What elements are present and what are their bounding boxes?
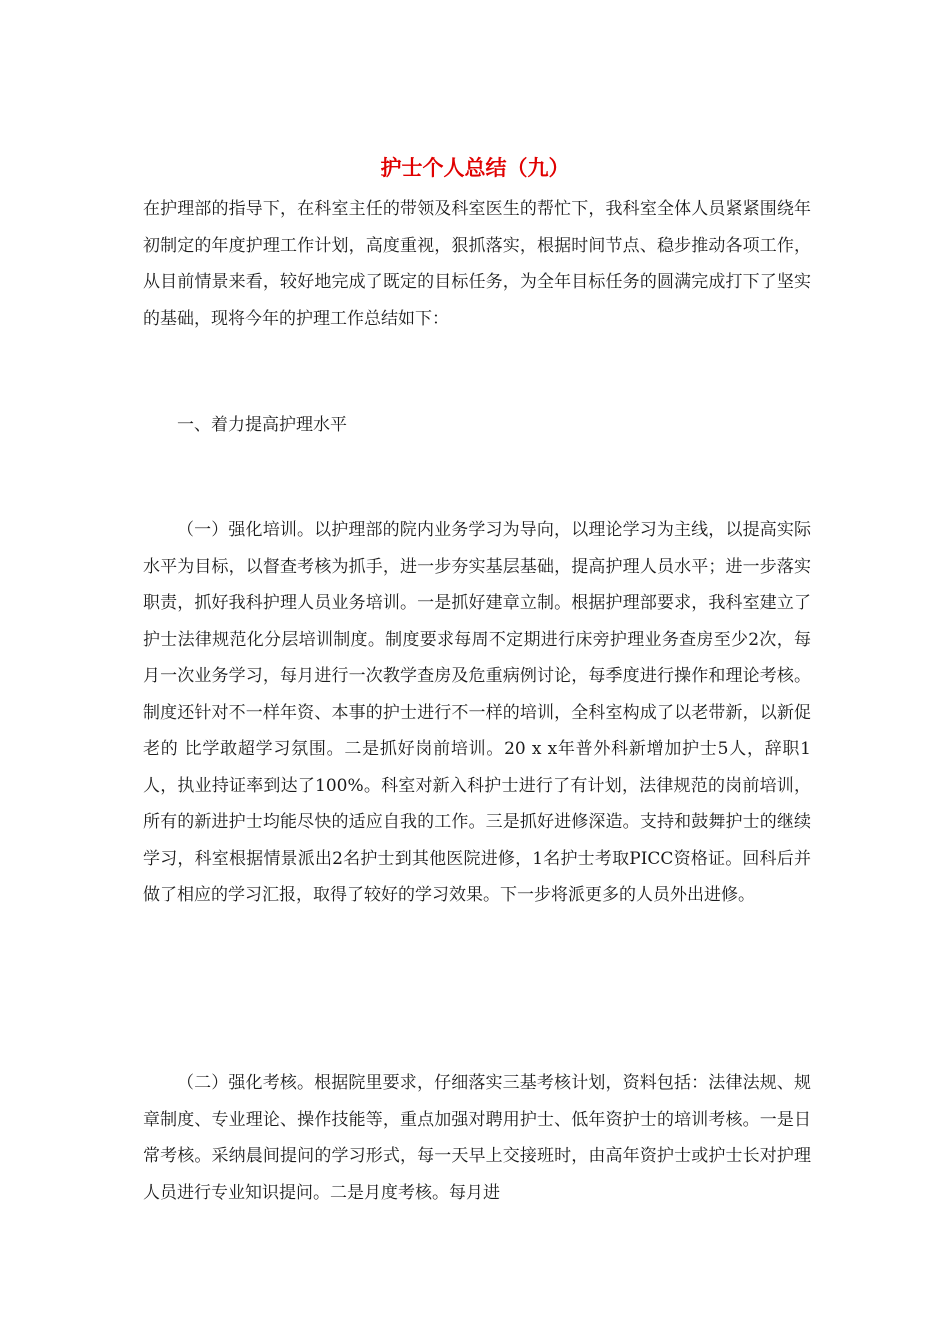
document-title: 护士个人总结（九） — [380, 156, 570, 180]
intro-paragraph: 在护理部的指导下，在科室主任的带领及科室医生的帮忙下，我科室全体人员紧紧围绕年初制定的年度护理工作计划，高度重视，狠抓落实，根据时间节点、稳步推动各项工作，从目前情景来看，较好地完成了既定的目标任务，为全年目标任务的圆满完成打下了坚实的基础，现将今年的护理工作总结如下： — [143, 199, 811, 329]
section2-paragraph: （二）强化考核。根据院里要求，仔细落实三基考核计划，资料包括：法律法规、规章制度、专业理论、操作技能等，重点加强对聘用护士、低年资护士的培训考核。一是日常考核。采纳晨间提问的学习形式，每一天早上交接班时，由高年资护士或护士长对护理人员进行专业知识提问。二是月度考核。每月进 — [143, 1073, 811, 1203]
section-heading: 一、着力提高护理水平 — [177, 415, 347, 435]
section1-paragraph: （一）强化培训。以护理部的院内业务学习为导向，以理论学习为主线，以提高实际水平为目标，以督查考核为抓手，进一步夯实基层基础，提高护理人员水平；进一步落实职责，抓好我科护理人员业务培训。一是抓好建章立制。根据护理部要求，我科室建立了护士法律规范化分层培训制度。制度要求每周不定期进行床旁护理业务查房至少2次，每月一次业务学习，每月进行一次教学查房及危重病例讨论，每季度进行操作和理论考核。制度还针对不一样年资、本事的护士进行不一样的培训，全科室构成了以老带新，以新促老的 比学敢超学习氛围。二是抓好岗前培训。20 x x年普外科新增加护士5人，辞职1人，执业持证率到达了100%。科室对新入科护士进行了有计划，法律规范的岗前培训，所有的新进护士均能尽快的适应自我的工作。三是抓好进修深造。支持和鼓舞护士的继续学习，科室根据情景派出2名护士到其他医院进修，1名护士考取PICC资格证。回科后并做了相应的学习汇报，取得了较好的学习效果。下一步将派更多的人员外出进修。 — [143, 520, 811, 905]
